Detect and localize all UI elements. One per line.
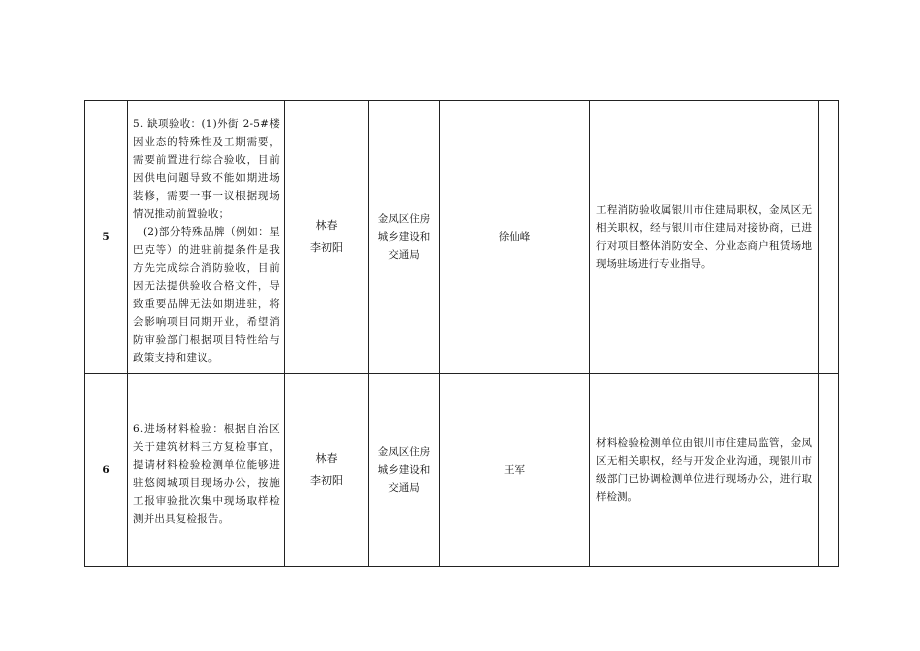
leader-name: 李初阳	[310, 474, 343, 487]
responsible-leaders	[285, 374, 369, 567]
table-row	[85, 374, 839, 567]
issue-paragraph: 6.进场材料检验：根据自治区关于建筑材料三方复检事宜，提请材料检验检测单位能够进驻悠阅城项目现场办公，按施工报审验批次集中现场取样检测并出具复检报告。	[133, 423, 280, 525]
issues-table	[84, 100, 839, 567]
row-number: 5	[85, 101, 128, 374]
table-row	[85, 101, 839, 374]
issue-description	[128, 101, 285, 374]
issue-paragraph: (2)部分特殊品牌（例如：星巴克等）的进驻前提条件是我方先完成综合消防验收，目前因无法提供验收合格文件，导致重要品牌无法如期进驻，将会影响项目同期开业，希望消防审验部门根据项目特性给与政策支持和建议。	[133, 226, 280, 364]
leader-name: 李初阳	[310, 241, 343, 254]
responsible-person: 徐仙峰	[440, 101, 590, 374]
handling-response: 材料检验检测单位由银川市住建局监管，金凤区无相关职权，经与开发企业沟通，现银川市级部门已协调检测单位进行现场办公，进行取样检测。	[590, 374, 819, 567]
leader-name: 林春	[315, 452, 338, 465]
responsible-leaders	[285, 101, 369, 374]
responsible-department: 金凤区住房城乡建设和交通局	[369, 374, 440, 567]
remarks-cell	[819, 101, 839, 374]
responsible-department: 金凤区住房城乡建设和交通局	[369, 101, 440, 374]
handling-response: 工程消防验收属银川市住建局职权，金凤区无相关职权，经与银川市住建局对接协商，已进行对项目整体消防安全、分业态商户租赁场地现场驻场进行专业指导。	[590, 101, 819, 374]
issue-description	[128, 374, 285, 567]
responsible-person: 王军	[440, 374, 590, 567]
leader-name: 林春	[315, 219, 338, 232]
remarks-cell	[819, 374, 839, 567]
issue-paragraph: 5. 缺项验收：(1)外街 2-5#楼因业态的特殊性及工期需要，需要前置进行综合验收，目前因供电问题导致不能如期进场装修，需要一事一议根据现场情况推动前置验收；	[133, 118, 280, 220]
row-number: 6	[85, 374, 128, 567]
